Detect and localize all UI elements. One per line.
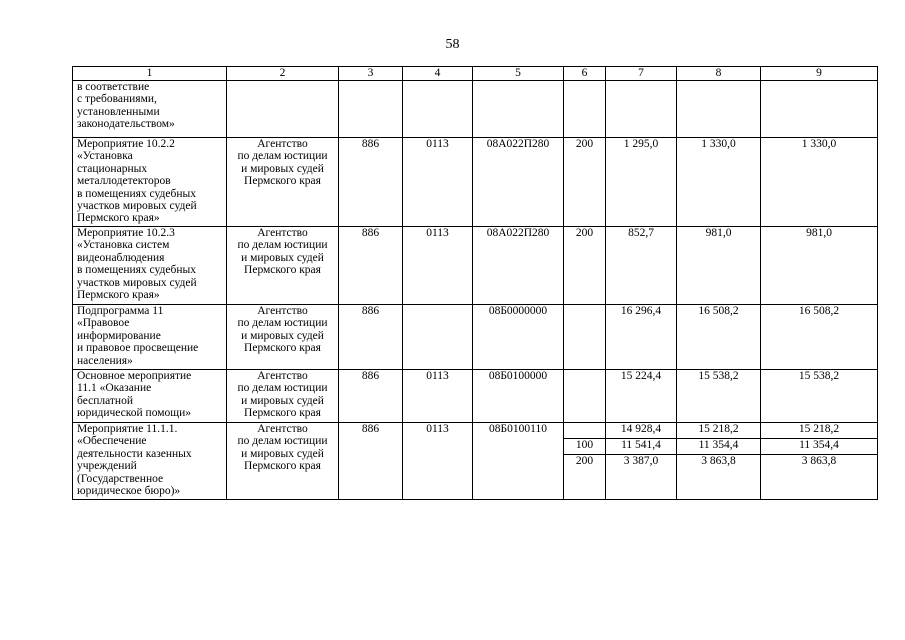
header-row: [73, 67, 878, 81]
amount-col7-cell: 15 224,4: [606, 370, 677, 423]
amount-col7-cell: [606, 81, 677, 138]
target-code-cell: 08Б0000000: [473, 305, 564, 370]
amount-col8-cell: 1 330,0: [677, 138, 761, 227]
section-code-cell: 0113: [403, 227, 473, 305]
expense-type-cell: [564, 423, 606, 439]
agency-cell: [227, 81, 339, 138]
header-cell: 1: [73, 67, 227, 81]
agency-cell: Агентство по делам юстиции и мировых судей Пермского края: [227, 423, 339, 500]
amount-col7-cell: 3 387,0: [606, 455, 677, 500]
amount-col8-cell: 11 354,4: [677, 439, 761, 455]
amount-col9-cell: 11 354,4: [761, 439, 878, 455]
target-code-cell: 08Б0100000: [473, 370, 564, 423]
header-cell: 5: [473, 67, 564, 81]
target-code-cell: 08А022П280: [473, 138, 564, 227]
amount-col7-cell: 852,7: [606, 227, 677, 305]
amount-col7-cell: 14 928,4: [606, 423, 677, 439]
expense-type-cell: [564, 370, 606, 423]
amount-col8-cell: 16 508,2: [677, 305, 761, 370]
target-code-cell: [473, 81, 564, 138]
amount-col9-cell: 16 508,2: [761, 305, 878, 370]
header-cell: 9: [761, 67, 878, 81]
section-code-cell: 0113: [403, 370, 473, 423]
amount-col9-cell: [761, 81, 878, 138]
table-row: [73, 138, 878, 227]
agency-cell: Агентство по делам юстиции и мировых судей Пермского края: [227, 227, 339, 305]
agency-cell: Агентство по делам юстиции и мировых судей Пермского края: [227, 138, 339, 227]
item-name-cell: Мероприятие 10.2.3 «Установка систем видеонаблюдения в помещениях судебных участков мировых судей Пермского края»: [73, 227, 227, 305]
ministry-code-cell: 886: [339, 227, 403, 305]
expense-type-cell: 200: [564, 455, 606, 500]
agency-cell: Агентство по делам юстиции и мировых судей Пермского края: [227, 305, 339, 370]
table-row: [73, 305, 878, 370]
ministry-code-cell: 886: [339, 305, 403, 370]
ministry-code-cell: [339, 81, 403, 138]
item-name-cell: в соответствие с требованиями, установленными законодательством»: [73, 81, 227, 138]
target-code-cell: 08Б0100110: [473, 423, 564, 500]
section-code-cell: 0113: [403, 138, 473, 227]
section-code-cell: [403, 81, 473, 138]
ministry-code-cell: 886: [339, 138, 403, 227]
amount-col7-cell: 11 541,4: [606, 439, 677, 455]
table-row: [73, 227, 878, 305]
amount-col8-cell: 981,0: [677, 227, 761, 305]
page-number: 58: [445, 37, 460, 52]
header-cell: 3: [339, 67, 403, 81]
amount-col7-cell: 1 295,0: [606, 138, 677, 227]
ministry-code-cell: 886: [339, 370, 403, 423]
amount-col9-cell: 1 330,0: [761, 138, 878, 227]
amount-col9-cell: 15 538,2: [761, 370, 878, 423]
amount-col9-cell: 981,0: [761, 227, 878, 305]
budget-table: [72, 66, 878, 500]
amount-col7-cell: 16 296,4: [606, 305, 677, 370]
header-cell: 4: [403, 67, 473, 81]
item-name-cell: Подпрограмма 11 «Правовое информирование и правовое просвещение населения»: [73, 305, 227, 370]
expense-type-cell: 100: [564, 439, 606, 455]
amount-col8-cell: 15 538,2: [677, 370, 761, 423]
expense-type-cell: 200: [564, 138, 606, 227]
section-code-cell: 0113: [403, 423, 473, 500]
expense-type-cell: [564, 81, 606, 138]
table-row: [73, 423, 878, 439]
header-cell: 8: [677, 67, 761, 81]
table-row: [73, 81, 878, 138]
amount-col8-cell: [677, 81, 761, 138]
item-name-cell: Мероприятие 10.2.2 «Установка стационарных металлодетекторов в помещениях судебных участков мировых судей Пермского края»: [73, 138, 227, 227]
amount-col9-cell: 15 218,2: [761, 423, 878, 439]
table-row: [73, 370, 878, 423]
target-code-cell: 08А022П280: [473, 227, 564, 305]
amount-col8-cell: 15 218,2: [677, 423, 761, 439]
item-name-cell: Основное мероприятие 11.1 «Оказание бесплатной юридической помощи»: [73, 370, 227, 423]
expense-type-cell: 200: [564, 227, 606, 305]
header-cell: 6: [564, 67, 606, 81]
expense-type-cell: [564, 305, 606, 370]
header-cell: 7: [606, 67, 677, 81]
header-cell: 2: [227, 67, 339, 81]
amount-col9-cell: 3 863,8: [761, 455, 878, 500]
item-name-cell: Мероприятие 11.1.1. «Обеспечение деятельности казенных учреждений (Государственное юридическое бюро)»: [73, 423, 227, 500]
section-code-cell: [403, 305, 473, 370]
ministry-code-cell: 886: [339, 423, 403, 500]
amount-col8-cell: 3 863,8: [677, 455, 761, 500]
agency-cell: Агентство по делам юстиции и мировых судей Пермского края: [227, 370, 339, 423]
